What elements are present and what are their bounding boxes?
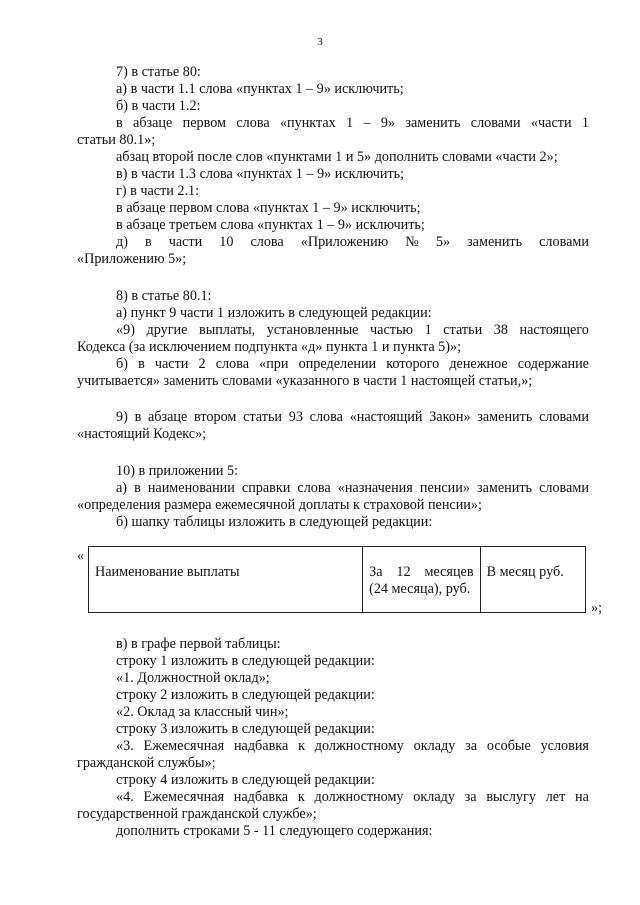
- word: в: [138, 356, 145, 372]
- closing-quote: »;: [591, 600, 603, 616]
- text-line: в) в части 1.3 слова «пунктах 1 – 9» исключить;: [116, 166, 405, 182]
- word: а): [116, 480, 128, 496]
- header-col1: Наименование выплаты: [95, 564, 240, 580]
- word: слова: [297, 480, 331, 496]
- word: особые: [486, 738, 531, 754]
- table-header-cell: [363, 547, 480, 613]
- word: втором: [194, 409, 237, 425]
- word: части: [168, 234, 203, 250]
- word: «назначения: [337, 480, 413, 496]
- text-line: строку 3 изложить в следующей редакции:: [116, 721, 375, 737]
- text-line: «определения размера ежемесячной доплаты к страховой пенсии»;: [77, 497, 482, 513]
- text-line-justified: [116, 234, 589, 251]
- word: 1: [581, 115, 589, 131]
- word: «3.: [116, 738, 134, 754]
- text-line: «Приложению 5»;: [77, 251, 187, 267]
- word: слова: [250, 234, 284, 250]
- text-line: дополнить строками 5 - 11 следующего содержания:: [116, 823, 433, 839]
- text-line: гражданской службы»;: [77, 755, 216, 771]
- text-line: 7) в статье 80:: [116, 64, 201, 80]
- word: надбавка: [233, 738, 289, 754]
- word: выслугу: [486, 789, 536, 805]
- word: денежное: [449, 356, 508, 372]
- word: 1: [346, 115, 354, 131]
- word: должностному: [314, 738, 404, 754]
- page-number: 3: [317, 36, 323, 48]
- word: заменить: [476, 480, 533, 496]
- word: 2: [198, 356, 206, 372]
- word: в: [134, 480, 141, 496]
- text-line: учитывается» заменить словами «указанного в части 1 настоящей статьи,»;: [77, 373, 533, 389]
- word: лет: [545, 789, 566, 805]
- text-line: Кодекса (за исключением подпункта «д» пункта 1 и пункта 5)»;: [77, 339, 462, 355]
- text-line: 10) в приложении 5:: [116, 463, 239, 479]
- word: другие: [146, 322, 188, 338]
- word: –: [363, 115, 371, 131]
- word: выплаты,: [199, 322, 256, 338]
- word: заменить: [405, 115, 461, 131]
- word: №: [405, 234, 419, 250]
- word: 9»: [380, 115, 396, 131]
- word: За: [369, 564, 383, 580]
- word: определении: [298, 356, 377, 372]
- text-line: 8) в статье 80.1:: [116, 288, 212, 304]
- word: «при: [259, 356, 289, 372]
- text-line-justified: [116, 356, 589, 373]
- word: первом: [182, 115, 227, 131]
- word: месяцев: [424, 564, 474, 580]
- word: условия: [540, 738, 589, 754]
- word: за: [465, 738, 478, 754]
- text-line: г) в части 2.1:: [116, 183, 200, 199]
- word: которого: [386, 356, 440, 372]
- word: слова: [236, 115, 270, 131]
- word: в: [144, 234, 152, 250]
- word: 9): [116, 409, 128, 425]
- word: настоящего: [519, 322, 589, 338]
- word: 38: [493, 322, 508, 338]
- text-line-justified: [116, 322, 589, 339]
- word: словами: [539, 480, 589, 496]
- table-header-new: [88, 546, 586, 613]
- word: «4.: [116, 789, 134, 805]
- word: «9): [116, 322, 135, 338]
- word: словами: [470, 115, 521, 131]
- text-line: а) пункт 9 части 1 изложить в следующей редакции:: [116, 305, 432, 321]
- word: в: [116, 115, 123, 131]
- word: 93: [288, 409, 303, 425]
- word: словами: [539, 234, 589, 250]
- word: абзаце: [148, 409, 188, 425]
- word: «части: [530, 115, 572, 131]
- text-line-justified: [116, 115, 589, 132]
- word: окладу: [413, 738, 456, 754]
- text-line: строку 1 изложить в следующей редакции:: [116, 653, 375, 669]
- table-header-cell: [89, 547, 363, 613]
- text-line: в абзаце первом слова «пунктах 1 – 9» исключить;: [116, 200, 421, 216]
- table-header-cell: [480, 547, 585, 613]
- word: статьи: [443, 322, 483, 338]
- word: к: [297, 789, 305, 805]
- text-line: в) в графе первой таблицы:: [116, 636, 281, 652]
- word: б): [116, 356, 128, 372]
- word: на: [575, 789, 589, 805]
- text-line: строку 4 изложить в следующей редакции:: [116, 772, 375, 788]
- text-line: абзац второй после слов «пунктами 1 и 5» дополнить словами «части 2»;: [116, 149, 558, 165]
- text-line-justified: [116, 789, 589, 806]
- word: 5»: [435, 234, 451, 250]
- word: части: [154, 356, 189, 372]
- header-col2-line2: (24 месяца), руб.: [369, 581, 471, 597]
- word: Ежемесячная: [143, 789, 225, 805]
- word: абзаце: [133, 115, 173, 131]
- header-col3: В месяц руб.: [486, 564, 564, 580]
- text-line: б) в части 1.2:: [116, 98, 201, 114]
- text-line: б) шапку таблицы изложить в следующей редакции:: [116, 514, 433, 530]
- word: слова: [215, 356, 249, 372]
- word: справки: [241, 480, 291, 496]
- word: к: [298, 738, 305, 754]
- word: 12: [396, 564, 411, 580]
- word: «настоящий: [349, 409, 423, 425]
- word: заменить: [477, 409, 533, 425]
- word: надбавка: [233, 789, 289, 805]
- word: установленные: [266, 322, 359, 338]
- word: 10: [219, 234, 234, 250]
- word: статьи: [243, 409, 283, 425]
- text-line: статьи 80.1»;: [77, 132, 156, 148]
- header-col2-line1: [369, 564, 473, 581]
- word: заменить: [467, 234, 523, 250]
- word: наименовании: [147, 480, 235, 496]
- word: пенсии»: [419, 480, 470, 496]
- text-line: «1. Должностной оклад»;: [116, 670, 270, 686]
- text-line-justified: [116, 738, 589, 755]
- word: содержание: [517, 356, 589, 372]
- word: за: [464, 789, 477, 805]
- text-line: строку 2 изложить в следующей редакции:: [116, 687, 375, 703]
- word: окладу: [413, 789, 455, 805]
- word: частью: [370, 322, 414, 338]
- word: Закон»: [429, 409, 471, 425]
- word: в: [134, 409, 142, 425]
- text-line: государственной гражданской службе»;: [77, 806, 317, 822]
- word: «Приложению: [300, 234, 389, 250]
- text-line: «настоящий Кодекс»;: [77, 426, 207, 442]
- word: должностному: [314, 789, 404, 805]
- word: Ежемесячная: [143, 738, 225, 754]
- word: словами: [539, 409, 589, 425]
- opening-quote: «: [77, 548, 85, 564]
- text-line: а) в части 1.1 слова «пунктах 1 – 9» исключить;: [116, 81, 404, 97]
- text-line-justified: [116, 480, 589, 497]
- word: 1: [424, 322, 432, 338]
- text-line: в абзаце третьем слова «пунктах 1 – 9» исключить;: [116, 217, 425, 233]
- word: слова: [309, 409, 343, 425]
- word: «пунктах: [279, 115, 336, 131]
- text-line-justified: [116, 409, 589, 426]
- text-line: «2. Оклад за классный чин»;: [116, 704, 289, 720]
- word: д): [116, 234, 128, 250]
